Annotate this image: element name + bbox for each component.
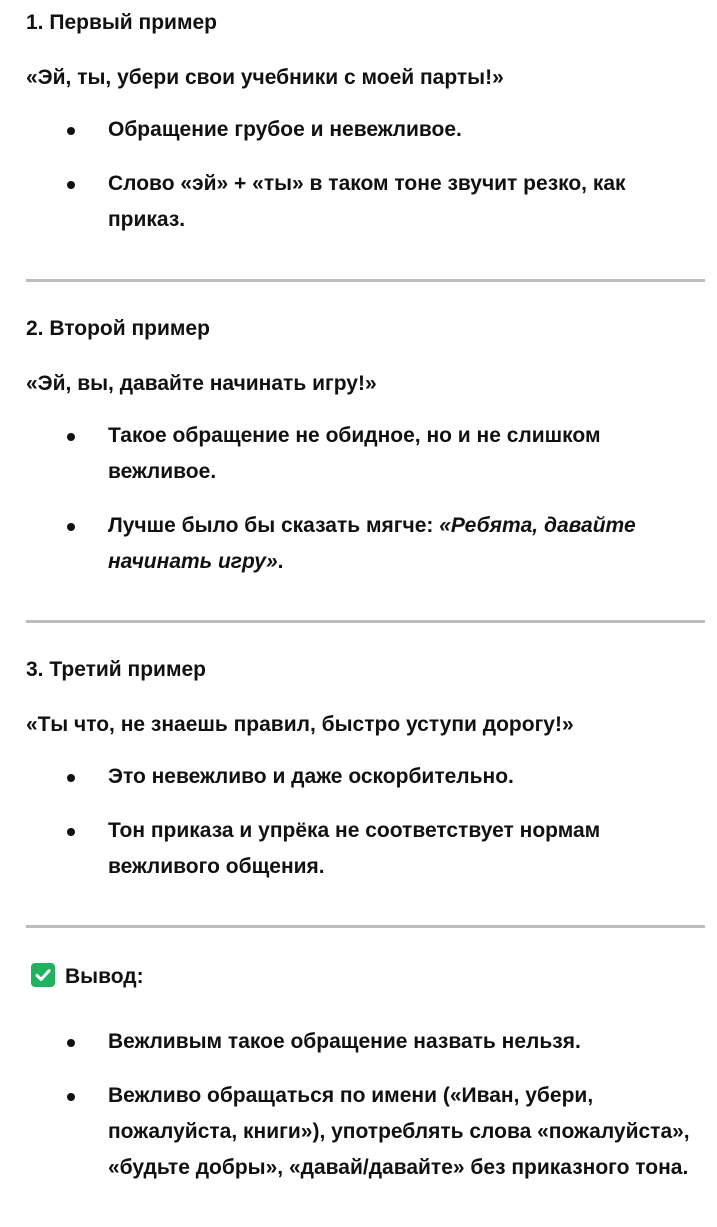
bullet-list: [26, 759, 696, 885]
list-item: Вежливым такое обращение назвать нельзя.: [26, 1024, 696, 1060]
list-item: Слово «эй» + «ты» в таком тоне звучит резко, как приказ.: [26, 166, 696, 238]
list-item: [26, 508, 702, 580]
section-title: 1. Первый пример: [26, 11, 217, 34]
check-mark-icon: [31, 963, 55, 987]
example-quote: «Эй, ты, убери свои учебники с моей парты!»: [26, 66, 504, 89]
example-quote: «Ты что, не знаешь правил, быстро уступи дорогу!»: [26, 713, 574, 736]
bullet-list: [26, 112, 696, 238]
divider: [26, 279, 705, 282]
section-2: [26, 315, 702, 580]
bullet-text: Лучше было бы сказать мягче:: [108, 514, 440, 537]
conclusion-title-row: [26, 963, 696, 991]
list-item: Такое обращение не обидное, но и не слишком вежливое.: [26, 418, 702, 490]
list-item: Вежливо обращаться по имени («Иван, убери, пожалуйста, книги»), употреблять слова «пожалуйста», «будьте добры», «давай/давайте» без приказного тона.: [26, 1078, 696, 1186]
example-quote: «Эй, вы, давайте начинать игру!»: [26, 372, 377, 395]
section-3: [26, 656, 696, 885]
section-1: [26, 9, 696, 238]
divider: [26, 925, 705, 928]
list-item: Тон приказа и упрёка не соответствует нормам вежливого общения.: [26, 813, 696, 885]
bullet-list: [26, 1024, 696, 1186]
bullet-list: [26, 418, 702, 580]
conclusion: [26, 963, 696, 1186]
divider: [26, 620, 705, 623]
section-title: 2. Второй пример: [26, 317, 210, 340]
conclusion-title: Вывод:: [65, 965, 144, 988]
bullet-text-end: .: [277, 550, 284, 573]
list-item: Это невежливо и даже оскорбительно.: [26, 759, 696, 795]
suggested-phrase: «Ребята, давайте начинать игру»: [108, 514, 636, 573]
section-title: 3. Третий пример: [26, 658, 207, 681]
list-item: Обращение грубое и невежливое.: [26, 112, 696, 148]
